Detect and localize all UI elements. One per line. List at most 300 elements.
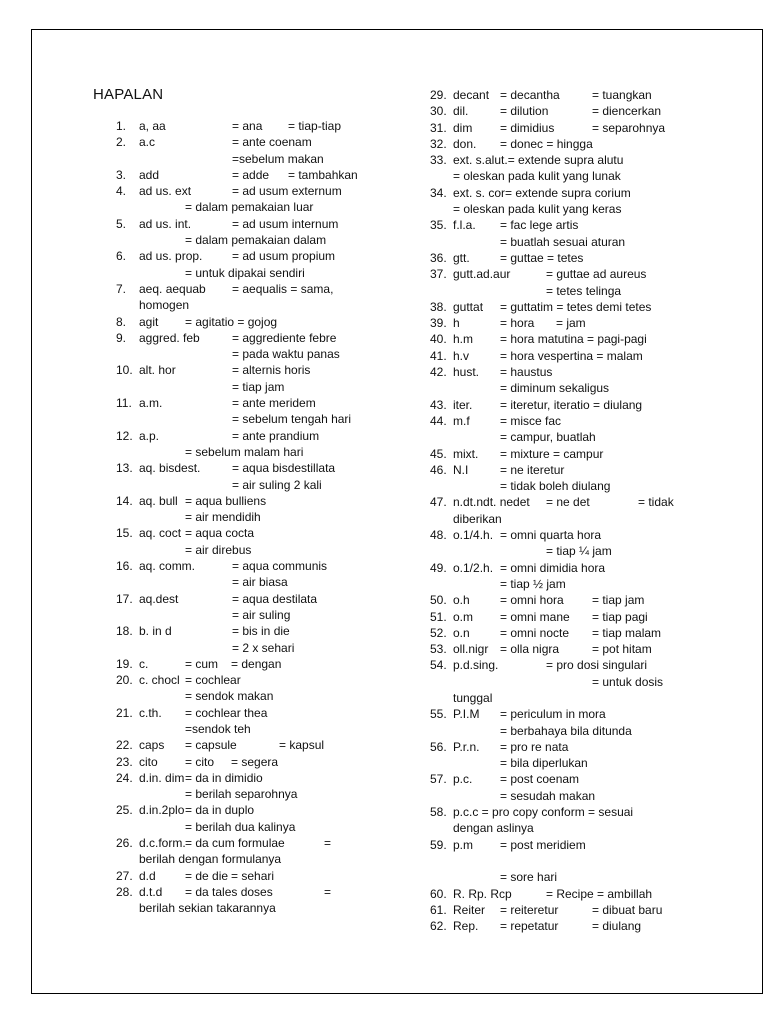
item-number: 57. [430, 772, 447, 787]
item-text: = haustus [500, 365, 553, 380]
item-text: = da in dimidio [185, 770, 263, 785]
item-text: = ante meridem [232, 396, 316, 411]
list-item-line [116, 167, 386, 183]
item-text: Rep. [453, 919, 479, 934]
item-text: d.in.2plo [139, 803, 185, 818]
item-text: a.p. [139, 428, 160, 443]
item-text: = bila diperlukan [500, 756, 588, 771]
item-text: = ad usum internum [232, 216, 339, 231]
item-text: o.n [453, 625, 470, 640]
item-number: 1. [116, 119, 127, 133]
item-text: dengan aslinya [453, 821, 534, 836]
list-item-line [116, 444, 386, 460]
list-item-line [430, 527, 700, 543]
item-text: = dimidius [500, 120, 555, 135]
item-text: P.I.M [453, 707, 480, 722]
list-item [116, 591, 386, 624]
list-item-line [116, 232, 386, 248]
list-item-line [116, 460, 386, 476]
item-text: = Recipe = ambillah [546, 886, 653, 901]
item-number: 31. [430, 120, 447, 135]
list-item-line [116, 591, 386, 607]
item-text: = segera [231, 754, 279, 769]
item-text: = hora [500, 316, 535, 331]
item-text: = tidak boleh diulang [500, 479, 611, 494]
list-item [116, 835, 386, 868]
list-item-line [116, 835, 386, 851]
item-number: 4. [116, 184, 127, 199]
list-item [116, 770, 386, 803]
list-item-line [116, 656, 386, 672]
item-text: = adde [232, 167, 270, 182]
list-item-line [430, 886, 700, 902]
list-item-line [430, 234, 700, 250]
list-item [430, 706, 700, 739]
list-item [430, 397, 700, 413]
item-text: = aqua destilata [232, 591, 318, 606]
list-item-line [116, 509, 386, 525]
list-item-line [116, 428, 386, 444]
list-item [430, 348, 700, 364]
item-text: = jam [556, 316, 586, 331]
list-item [116, 362, 386, 395]
list-item-line [116, 330, 386, 346]
item-text: = air mendidih [185, 510, 261, 525]
list-item [430, 266, 700, 299]
list-item-line [430, 283, 700, 299]
list-item [116, 672, 386, 705]
item-number: 59. [430, 837, 447, 852]
right-column-list [430, 87, 700, 934]
item-text: n.dt.ndt. nedet [453, 495, 530, 510]
item-text: = post meridiem [500, 837, 586, 852]
item-text: h [453, 316, 460, 331]
item-text: aeq. aequab [139, 281, 206, 296]
list-item [430, 804, 700, 837]
item-text: o.m [453, 609, 474, 624]
item-text: = tiap malam [592, 625, 662, 640]
item-text: = omni mane [500, 609, 570, 624]
item-number: 30. [430, 104, 447, 119]
item-text: berilah dengan formulanya [139, 852, 282, 867]
item-text: = tetes telinga [546, 283, 622, 298]
list-item-line [430, 592, 700, 608]
list-item-line [116, 151, 386, 167]
list-item-line [116, 379, 386, 395]
list-item [430, 609, 700, 625]
list-item [116, 167, 386, 183]
list-item-line [116, 525, 386, 541]
item-text: = guttatim = tetes demi tetes [500, 299, 652, 314]
item-text: d.c.form. [139, 836, 186, 851]
list-item-line [430, 723, 700, 739]
item-number: 12. [116, 428, 133, 443]
item-text: aq. coct [139, 526, 182, 541]
list-item-line [116, 558, 386, 574]
item-text: a.m. [139, 396, 163, 411]
list-item-line [116, 493, 386, 509]
item-text: = hora matutina = pagi-pagi [500, 332, 647, 347]
list-item-line [116, 362, 386, 378]
list-item [116, 705, 386, 738]
item-text: = sehari [231, 868, 275, 883]
list-item [430, 217, 700, 250]
item-text: ad us. prop. [139, 249, 203, 264]
item-text: = omni quarta hora [500, 528, 602, 543]
item-text: = untuk dosis [592, 674, 664, 689]
item-number: 19. [116, 656, 133, 671]
list-item [116, 216, 386, 249]
item-number: 37. [430, 267, 447, 282]
list-item [116, 134, 386, 167]
item-number: 49. [430, 560, 447, 575]
item-text: = iteretur, iteratio = diulang [500, 397, 643, 412]
item-text: berilah sekian takarannya [139, 901, 276, 916]
item-text: = bis in die [232, 624, 290, 639]
item-number: 32. [430, 136, 447, 151]
list-item [116, 737, 386, 753]
list-item-line [116, 884, 386, 900]
list-item-line [116, 786, 386, 802]
item-text: diberikan [453, 511, 502, 526]
list-item-line [430, 755, 700, 771]
list-item-line [430, 413, 700, 429]
list-item-line [116, 297, 386, 313]
item-text: = aequalis = sama, [232, 281, 334, 296]
item-number: 45. [430, 446, 447, 461]
list-item-line [430, 201, 700, 217]
item-text: p.m [453, 837, 474, 852]
list-item-line [430, 380, 700, 396]
item-number: 23. [116, 754, 133, 769]
item-text: = oleskan pada kulit yang lunak [453, 169, 621, 184]
item-text: = da cum formulae [185, 836, 285, 851]
item-text: = agitatio = gojog [185, 314, 278, 329]
item-text: = sebelum malam hari [185, 444, 304, 459]
item-text: = [324, 836, 332, 851]
item-text: o.1/4.h. [453, 528, 494, 543]
list-item-line [430, 788, 700, 804]
list-item [430, 837, 700, 886]
item-text: p.c. [453, 772, 473, 787]
list-item-line [116, 688, 386, 704]
list-item-line [430, 299, 700, 315]
item-text: = omni dimidia hora [500, 560, 606, 575]
item-text: = ante coenam [232, 135, 312, 150]
item-text: = decantha [500, 88, 560, 102]
item-number: 54. [430, 658, 447, 673]
list-item-line [430, 576, 700, 592]
item-text: = ad usum propium [232, 249, 336, 264]
list-item-line [116, 721, 386, 737]
item-text: = tambahkan [288, 167, 358, 182]
list-item [116, 656, 386, 672]
item-number: 3. [116, 167, 127, 182]
item-number: 42. [430, 365, 447, 380]
list-item-line [430, 331, 700, 347]
item-text: gtt. [453, 250, 470, 265]
list-item-line [430, 446, 700, 462]
item-text: = omni hora [500, 593, 564, 608]
list-item [116, 118, 386, 134]
item-text: agit [139, 314, 159, 329]
item-text: m.f [453, 413, 470, 428]
list-item-line [430, 364, 700, 380]
item-number: 38. [430, 299, 447, 314]
item-text: d.t.d [139, 884, 163, 899]
item-number: 53. [430, 642, 447, 657]
item-text: = sebelum tengah hari [232, 412, 352, 427]
list-item-line [116, 574, 386, 590]
item-text: = olla nigra [500, 642, 560, 657]
item-number: 46. [430, 462, 447, 477]
item-text: = dalam pemakaian luar [185, 200, 314, 215]
item-text: = diulang [592, 919, 642, 934]
item-text: h.v [453, 348, 470, 363]
item-text: p.c.c = pro copy conform = sesuai [453, 805, 634, 820]
item-text: = pro re nata [500, 739, 569, 754]
item-text: aq. bisdest. [139, 461, 201, 476]
item-text: = tuangkan [592, 88, 652, 102]
item-number: 9. [116, 330, 127, 345]
list-item [430, 152, 700, 185]
item-number: 50. [430, 593, 447, 608]
list-item-line [116, 770, 386, 786]
item-text: cito [139, 754, 158, 769]
item-text: hust. [453, 365, 480, 380]
item-text: = post coenam [500, 772, 580, 787]
list-item [430, 739, 700, 772]
left-column-list [116, 118, 386, 917]
list-item [116, 802, 386, 835]
item-number: 51. [430, 609, 447, 624]
list-item-line [430, 511, 700, 527]
item-text: c. [139, 656, 149, 671]
item-text: = omni nocte [500, 625, 570, 640]
item-text: = dengan [231, 656, 282, 671]
list-item [430, 527, 700, 560]
item-text: = guttae = tetes [500, 250, 584, 265]
list-item [430, 250, 700, 266]
item-number: 43. [430, 397, 447, 412]
item-text: = tiap jam [232, 379, 285, 394]
item-text: = tiap-tiap [288, 119, 342, 133]
item-text: = mixture = campur [500, 446, 604, 461]
item-text: = untuk dipakai sendiri [185, 265, 305, 280]
list-item [430, 462, 700, 495]
list-item [430, 771, 700, 804]
item-text: ext. s.alut.= extende supra alutu [453, 153, 624, 168]
list-item [430, 136, 700, 152]
list-item-line [116, 183, 386, 199]
item-text: iter. [453, 397, 473, 412]
list-item [430, 120, 700, 136]
item-text: c. chocl [139, 673, 180, 688]
list-item [116, 183, 386, 216]
item-text: = aqua communis [232, 559, 328, 574]
list-item-line [116, 672, 386, 688]
item-text: = berilah dua kalinya [185, 819, 296, 834]
item-text: = air direbus [185, 542, 252, 557]
list-item-line [430, 217, 700, 233]
item-text: = berbahaya bila ditunda [500, 723, 632, 738]
item-text: = dilution [500, 104, 549, 119]
item-text: aggred. feb [139, 330, 200, 345]
list-item-line [430, 397, 700, 413]
item-number: 36. [430, 250, 447, 265]
item-text: alt. hor [139, 363, 176, 378]
list-item-line [430, 429, 700, 445]
item-number: 39. [430, 316, 447, 331]
item-number: 40. [430, 332, 447, 347]
item-text: f.l.a. [453, 218, 476, 233]
item-text: oll.nigr [453, 642, 489, 657]
list-item [116, 623, 386, 656]
list-item-line [430, 103, 700, 119]
list-item-line [430, 315, 700, 331]
list-item [430, 641, 700, 657]
item-text: p.d.sing. [453, 658, 499, 673]
item-text: = ana [232, 119, 263, 133]
item-text: =sendok teh [185, 721, 251, 736]
list-item-line [430, 869, 700, 885]
list-item [430, 103, 700, 119]
list-item [430, 494, 700, 527]
list-item-line [116, 216, 386, 232]
item-text: = air suling 2 kali [232, 477, 322, 492]
item-number: 48. [430, 528, 447, 543]
item-number: 18. [116, 624, 133, 639]
list-item-line [430, 918, 700, 934]
item-text: N.I [453, 462, 469, 477]
item-text: ad us. ext [139, 184, 192, 199]
list-item [116, 248, 386, 281]
list-item-line [116, 134, 386, 150]
item-text: don. [453, 136, 477, 151]
item-text: = 2 x sehari [232, 640, 295, 655]
item-text: tunggal [453, 690, 493, 705]
list-item-line [430, 543, 700, 559]
list-item-line [116, 281, 386, 297]
list-item-line [430, 674, 700, 690]
list-item [116, 460, 386, 493]
list-item [430, 902, 700, 918]
item-text: = ne det [546, 495, 590, 510]
item-text: = ne iteretur [500, 462, 565, 477]
item-text: b. in d [139, 624, 172, 639]
item-text: = buatlah sesuai aturan [500, 234, 626, 249]
item-number: 22. [116, 738, 133, 753]
list-item-line [116, 900, 386, 916]
item-number: 17. [116, 591, 133, 606]
item-text: = [324, 884, 332, 899]
list-item [430, 87, 700, 103]
item-text: = separohnya [592, 120, 666, 135]
list-item-line [116, 265, 386, 281]
item-text: = diencerkan [592, 104, 662, 119]
item-text: = da in duplo [185, 803, 255, 818]
list-item-line [430, 462, 700, 478]
item-text: a, aa [139, 119, 166, 133]
item-text: = diminum sekaligus [500, 381, 610, 396]
list-item [430, 657, 700, 706]
item-number: 60. [430, 886, 447, 901]
list-item [430, 413, 700, 446]
item-number: 5. [116, 216, 127, 231]
item-text: = ad usum externum [232, 184, 342, 199]
item-text: = aqua bisdestillata [232, 461, 336, 476]
list-item [430, 446, 700, 462]
item-number: 15. [116, 526, 133, 541]
item-text: = campur, buatlah [500, 430, 596, 445]
list-item [116, 525, 386, 558]
item-text: = cum [185, 656, 219, 671]
item-text: ext. s. cor= extende supra corium [453, 185, 631, 200]
list-item-line [116, 411, 386, 427]
list-item-line [430, 739, 700, 755]
list-item-line [430, 87, 700, 103]
item-number: 7. [116, 281, 127, 296]
item-number: 55. [430, 707, 447, 722]
list-item [116, 314, 386, 330]
item-text: = donec = hingga [500, 136, 593, 151]
item-text: dil. [453, 104, 469, 119]
list-item-line [116, 705, 386, 721]
list-item [430, 315, 700, 331]
item-number: 58. [430, 805, 447, 820]
item-text: R. Rp. Rcp [453, 886, 512, 901]
list-item [116, 330, 386, 363]
list-item-line [430, 641, 700, 657]
list-item-line [430, 168, 700, 184]
item-text: = pot hitam [592, 642, 652, 657]
list-item-line [116, 737, 386, 753]
list-item-line [116, 542, 386, 558]
item-text: = tiap ¼ jam [546, 544, 612, 559]
item-text: = pada waktu panas [232, 347, 340, 362]
item-text: = tiap pagi [592, 609, 648, 624]
item-text: = cochlear [185, 673, 241, 688]
item-text: = pro dosi singulari [546, 658, 648, 673]
list-item [430, 560, 700, 593]
item-text: ad us. int. [139, 216, 192, 231]
item-text: Reiter [453, 902, 486, 917]
item-number: 2. [116, 135, 127, 150]
item-number: 6. [116, 249, 127, 264]
item-text: = capsule [185, 738, 237, 753]
item-number: 34. [430, 185, 447, 200]
list-item-line [116, 199, 386, 215]
item-number: 27. [116, 868, 133, 883]
list-item-line [116, 118, 386, 134]
list-item [116, 281, 386, 314]
list-item-line [116, 346, 386, 362]
list-item-line [430, 902, 700, 918]
item-text: = cito [185, 754, 215, 769]
list-item [430, 886, 700, 902]
list-item-line [116, 754, 386, 770]
item-text: = air suling [232, 607, 291, 622]
item-text: c.th. [139, 705, 162, 720]
item-text: h.m [453, 332, 474, 347]
item-number: 26. [116, 836, 133, 851]
item-text: = ante prandium [232, 428, 320, 443]
list-item-line [430, 120, 700, 136]
list-item [430, 185, 700, 218]
list-item-line [116, 395, 386, 411]
list-item-line [430, 706, 700, 722]
item-text: = tiap ½ jam [500, 576, 566, 591]
